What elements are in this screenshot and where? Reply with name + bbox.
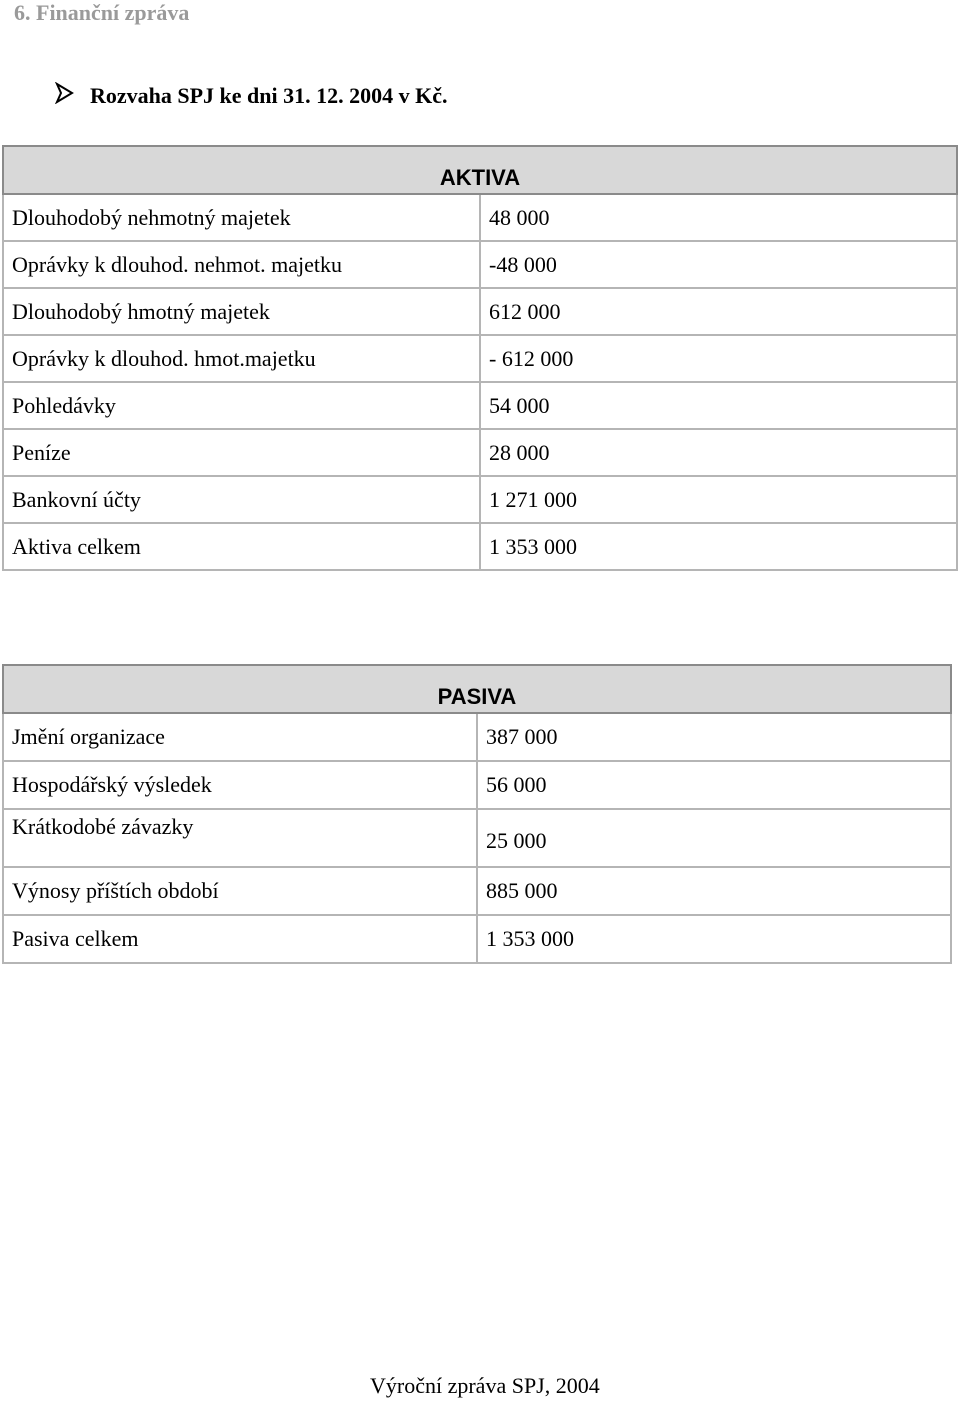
row-label: Pohledávky — [3, 382, 480, 429]
row-label: Hospodářský výsledek — [3, 761, 477, 809]
row-value: 1 353 000 — [477, 915, 951, 963]
row-label: Dlouhodobý nehmotný majetek — [3, 194, 480, 241]
table-row — [3, 194, 957, 241]
row-value: 48 000 — [480, 194, 957, 241]
row-label: Oprávky k dlouhod. hmot.majetku — [3, 335, 480, 382]
row-label: Oprávky k dlouhod. nehmot. majetku — [3, 241, 480, 288]
row-label: Jmění organizace — [3, 713, 477, 761]
table-row — [3, 335, 957, 382]
row-value: 25 000 — [477, 809, 951, 867]
table-row — [3, 713, 951, 761]
balance-sheet-heading — [54, 82, 448, 110]
page-footer: Výroční zpráva SPJ, 2004 — [370, 1373, 600, 1398]
row-value: 612 000 — [480, 288, 957, 335]
table-row — [3, 867, 951, 915]
row-label: Pasiva celkem — [3, 915, 477, 963]
row-value: - 612 000 — [480, 335, 957, 382]
row-label: Výnosy příštích období — [3, 867, 477, 915]
row-label: Dlouhodobý hmotný majetek — [3, 288, 480, 335]
arrow-right-icon — [54, 82, 76, 110]
assets-table — [2, 145, 958, 571]
balance-sheet-heading-text: Rozvaha SPJ ke dni 31. 12. 2004 v Kč. — [90, 83, 448, 108]
row-label: Bankovní účty — [3, 476, 480, 523]
row-label: Krátkodobé závazky — [3, 809, 477, 867]
assets-table-title: AKTIVA — [3, 146, 957, 194]
table-row — [3, 288, 957, 335]
table-row — [3, 761, 951, 809]
table-row-total — [3, 523, 957, 570]
row-value: 54 000 — [480, 382, 957, 429]
table-row — [3, 429, 957, 476]
page-header-title: 6. Finanční zpráva — [14, 0, 190, 25]
table-row — [3, 382, 957, 429]
table-row — [3, 241, 957, 288]
liabilities-table — [2, 664, 952, 964]
table-row — [3, 476, 957, 523]
liabilities-table-title: PASIVA — [3, 665, 951, 713]
row-value: 885 000 — [477, 867, 951, 915]
row-value: -48 000 — [480, 241, 957, 288]
row-value: 1 271 000 — [480, 476, 957, 523]
row-label: Peníze — [3, 429, 480, 476]
row-value: 1 353 000 — [480, 523, 957, 570]
row-value: 28 000 — [480, 429, 957, 476]
row-value: 56 000 — [477, 761, 951, 809]
row-label: Aktiva celkem — [3, 523, 480, 570]
table-row — [3, 809, 951, 867]
row-value: 387 000 — [477, 713, 951, 761]
table-row-total — [3, 915, 951, 963]
